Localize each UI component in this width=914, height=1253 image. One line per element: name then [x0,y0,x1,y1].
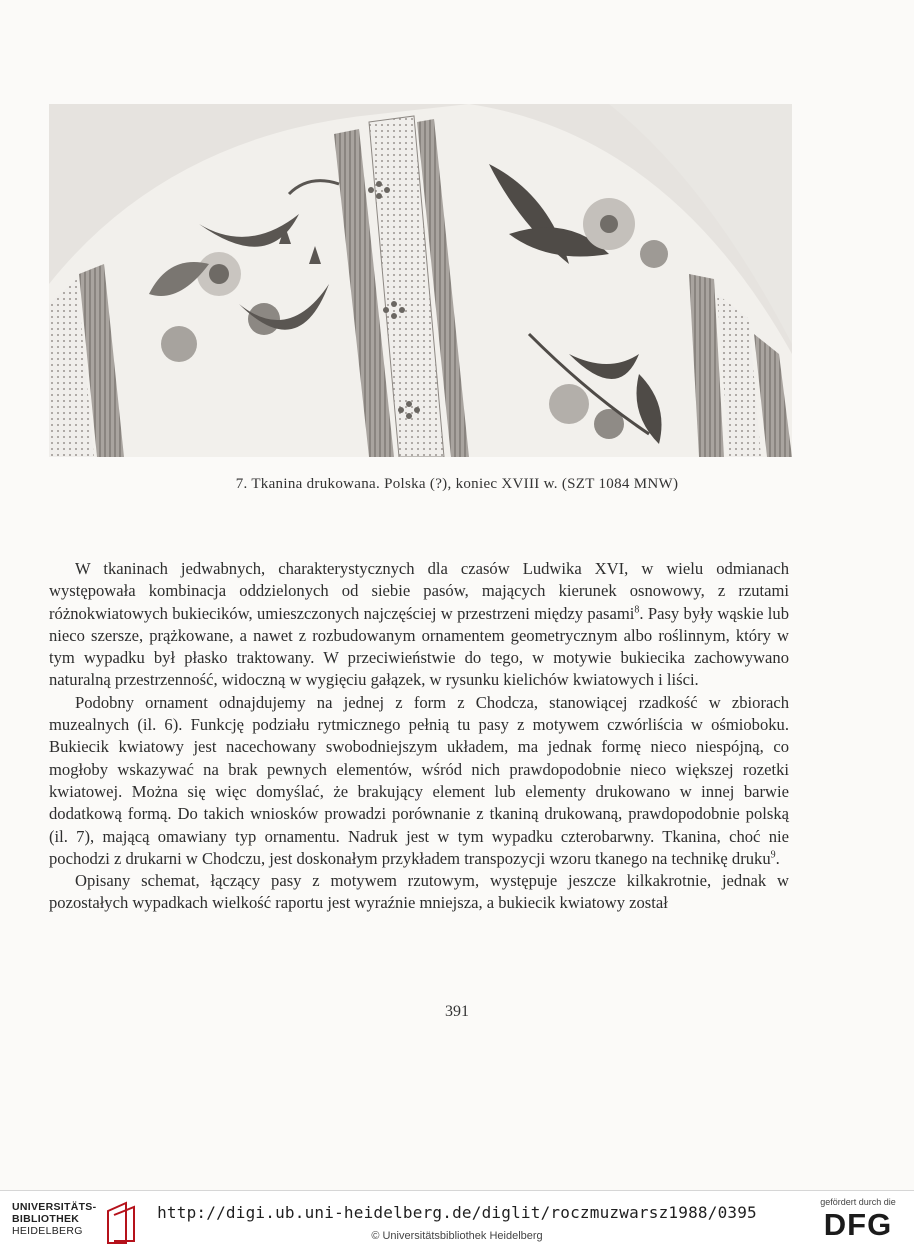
dfg-logo-text: DFG [823,1207,893,1242]
paragraph-text: Podobny ornament odnajdujemy na jednej z form z Chodcza, stanowiącej rzadkość w zbiorach muzealnych (il. 6). Funkcję podziału rytmicznego pełnią tu pasy z motywem czwórliścia w ośmioboku. Bukiecik kwiatowy jest nacechowany swobodniejszym układem, ma jednak formę nieco niespójną, co mogłoby wskazywać na brak pewnych elementów, wśród nich prawdopodobnie nieco większej rozetki kwiatowej. Można się więc domyślać, że brakujący element lub elementy drukowano w innej barwie dodatkową formą. Do takich wniosków prowadzi porównanie z tkaniną drukowaną, prawdopodobnie polską (il. 7), mającą omawiany typ ornamentu. Nadruk jest w tym wypadku czterobarwny. Tkanina, choć nie pochodzi z drukarni w Chodczu, jest doskonałym przykładem transpozycji wzoru tkanego na technikę druku [49,692,789,868]
library-name-line: BIBLIOTHEK [12,1213,80,1225]
library-name-line: HEIDELBERG [12,1225,83,1237]
printed-fabric-image [49,104,792,457]
footnote-ref[interactable]: 9 [770,849,776,861]
paragraph-text: . Pasy były wąskie lub nieco szersze, prążkowane, a nawet z rozbudowanym ornamentem geometrycznym albo roślinnym, który w tym wypadku był płasko traktowany. W przeciwieństwie do tego, w motywie bukiecika zachowywano naturalną przestrzenność, widoczną w wygięciu gałązek, w rysunku kielichów kwiatowych i liści. [49,603,790,690]
paragraph [49,870,789,915]
figure-caption: 7. Tkanina drukowana. Polska (?), koniec XVIII w. (SZT 1084 MNW) [235,476,679,492]
paragraph-text: Opisany schemat, łączący pasy z motywem rzutowym, występuje jeszcze kilkakrotnie, jednak w pozostałych wypadkach wielkość raportu jest wyraźnie mniejsza, a bukiecik kwiatowy został [49,871,789,913]
copyright-notice: © Universitätsbibliothek Heidelberg [371,1230,543,1242]
library-footer [0,1190,914,1253]
library-name-line: UNIVERSITÄTS- [12,1201,97,1213]
paragraph-text: W tkaninach jedwabnych, charakterystycznych dla czasów Ludwika XVI, w wielu odmianach występowała kombinacja oddzielonych od siebie pasów, mających kierunek osnowowy, z rzutami różnokwiatowych bukiecików, umieszczonych najczęściej w przestrzeni między pasami [49,559,789,623]
paragraph [49,558,789,692]
permalink-url[interactable]: http://digi.ub.uni-heidelberg.de/diglit/roczmuzwarsz1988/0395 [157,1203,757,1222]
paragraph [49,692,789,870]
fabric-photograph [49,104,792,457]
article-body [49,558,789,915]
page-number: 391 [445,1003,469,1020]
footnote-ref[interactable]: 8 [634,604,640,616]
paragraph-text: . [775,848,780,868]
dfg-logo[interactable] [812,1197,904,1247]
dfg-funding-label: gefördert durch die [820,1197,896,1207]
